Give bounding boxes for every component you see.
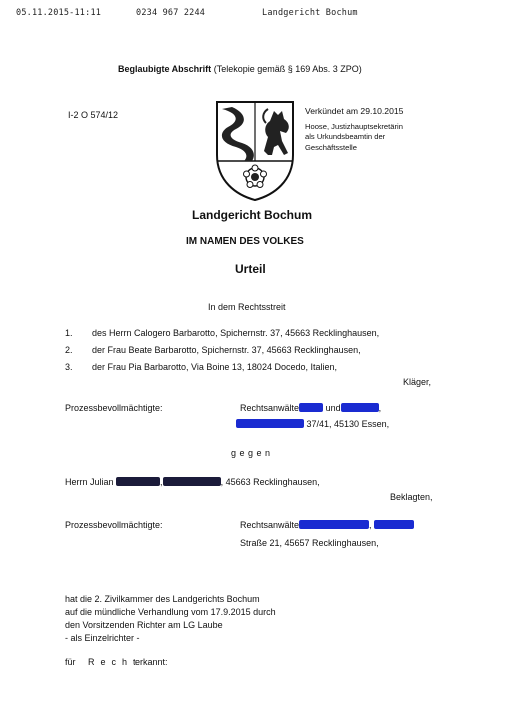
verdict-fuer: für bbox=[65, 657, 76, 667]
announcement-role: als Urkundsbeamtin der bbox=[305, 132, 386, 142]
redaction-block bbox=[236, 419, 304, 428]
counsel-defendant-line-2: Straße 21, 45657 Recklinghausen, bbox=[240, 538, 379, 548]
decision-paragraph bbox=[65, 593, 276, 645]
decision-line-4: - als Einzelrichter - bbox=[65, 633, 140, 643]
versus: gegen bbox=[231, 448, 274, 458]
defendant-entry: Herrn Julian , , 45663 Recklinghausen, bbox=[65, 477, 320, 487]
case-number: I-2 O 574/12 bbox=[68, 110, 119, 120]
counsel-defendant-line-1: Rechtsanwälte , bbox=[240, 520, 414, 530]
redaction-block bbox=[163, 477, 221, 486]
case-intro: In dem Rechtsstreit bbox=[208, 302, 286, 312]
plaintiff-entry-3: der Frau Pia Barbarotto, Via Boine 13, 18024 Docedo, Italien, bbox=[92, 362, 337, 372]
counsel-label-defendant: Prozessbevollmächtigte: bbox=[65, 520, 163, 530]
announcement-block bbox=[305, 106, 403, 153]
counsel-plaintiffs-and: und bbox=[325, 403, 341, 413]
decision-line-2: auf die mündliche Verhandlung vom 17.9.2015 durch bbox=[65, 607, 276, 617]
counsel-plaintiffs-prefix: Rechtsanwälte bbox=[240, 403, 300, 413]
fax-sender: Landgericht Bochum bbox=[262, 8, 358, 18]
fax-phone: 0234 967 2244 bbox=[136, 8, 206, 18]
court-name: Landgericht Bochum bbox=[192, 208, 313, 222]
counsel-plaintiffs-address: 37/41, 45130 Essen, bbox=[306, 419, 390, 429]
defendant-role: Beklagten, bbox=[390, 492, 433, 502]
plaintiff-number-2: 2. bbox=[65, 345, 73, 355]
copy-notice bbox=[118, 64, 362, 74]
copy-notice-rest: (Telekopie gemäß § 169 Abs. 3 ZPO) bbox=[213, 64, 362, 74]
plaintiff-number-3: 3. bbox=[65, 362, 73, 372]
decision-line-1: hat die 2. Zivilkammer des Landgerichts Bochum bbox=[65, 594, 260, 604]
plaintiff-role: Kläger, bbox=[403, 377, 432, 387]
judgment-title: Urteil bbox=[235, 262, 266, 276]
verdict-recht: Recht bbox=[88, 657, 142, 667]
in-name-of-people: IM NAMEN DES VOLKES bbox=[186, 236, 304, 247]
announcement-clerk: Hoose, Justizhauptsekretärin bbox=[305, 122, 403, 132]
plaintiff-entry-2: der Frau Beate Barbarotto, Spichernstr. 37, 45663 Recklinghausen, bbox=[92, 345, 361, 355]
announcement-office: Geschäftsstelle bbox=[305, 142, 357, 152]
fax-datetime: 05.11.2015-11:11 bbox=[16, 8, 102, 18]
redaction-block bbox=[299, 403, 323, 412]
counsel-plaintiffs-line-1: Rechtsanwälte und , bbox=[240, 403, 382, 413]
redaction-block bbox=[341, 403, 379, 412]
counsel-label-plaintiffs: Prozessbevollmächtigte: bbox=[65, 403, 163, 413]
defendant-prefix: Herrn Julian bbox=[65, 477, 114, 487]
coat-of-arms-icon bbox=[214, 99, 296, 202]
decision-line-3: den Vorsitzenden Richter am LG Laube bbox=[65, 620, 223, 630]
verdict-erkannt: erkannt: bbox=[135, 657, 168, 667]
announcement-date: Verkündet am 29.10.2015 bbox=[305, 106, 404, 116]
plaintiff-number-1: 1. bbox=[65, 328, 73, 338]
defendant-address: , 45663 Recklinghausen, bbox=[220, 477, 320, 487]
redaction-block bbox=[299, 520, 369, 529]
redaction-block bbox=[116, 477, 160, 486]
plaintiff-entry-1: des Herrn Calogero Barbarotto, Spichernstr. 37, 45663 Recklinghausen, bbox=[92, 328, 380, 338]
redaction-block bbox=[374, 520, 414, 529]
copy-notice-bold: Beglaubigte Abschrift bbox=[118, 64, 212, 74]
counsel-plaintiffs-line-2 bbox=[236, 419, 389, 429]
counsel-defendant-prefix: Rechtsanwälte bbox=[240, 520, 300, 530]
